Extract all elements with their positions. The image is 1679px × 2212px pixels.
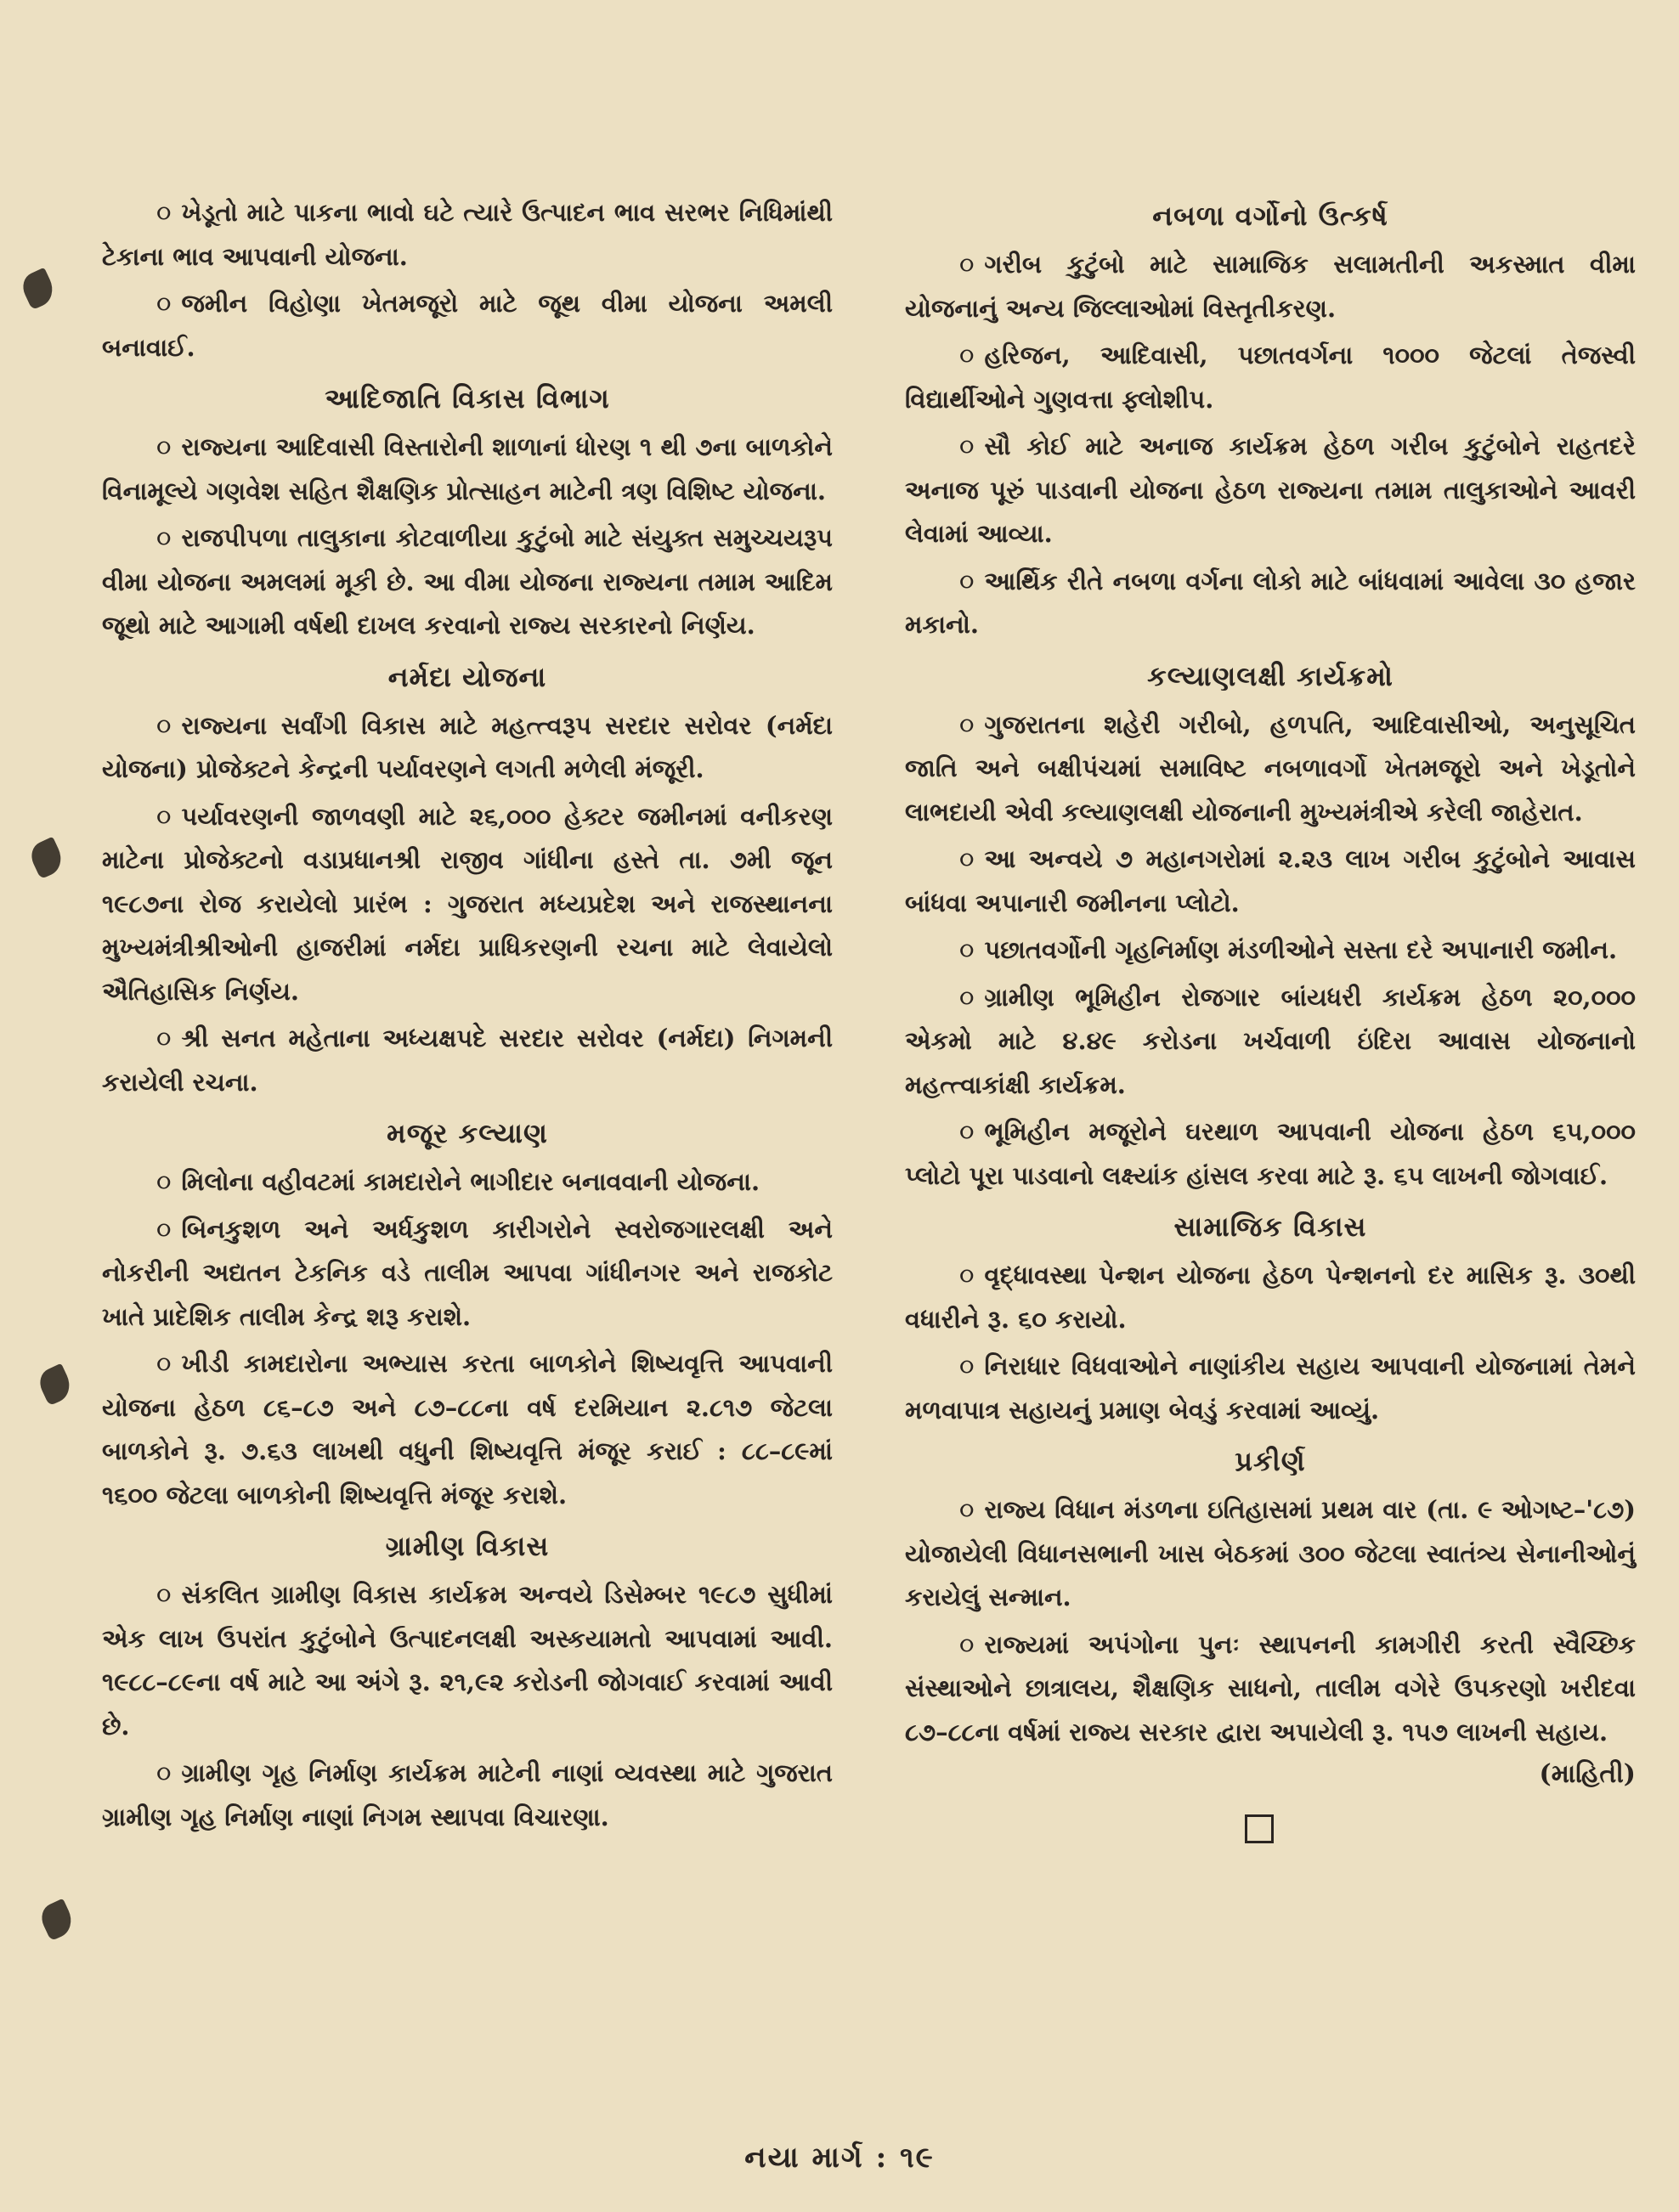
bullet-marker: ૦ bbox=[156, 710, 172, 740]
bullet-marker: ૦ bbox=[156, 1167, 172, 1196]
bullet-paragraph bbox=[905, 243, 1636, 330]
bullet-paragraph bbox=[905, 425, 1636, 556]
bullet-marker: ૦ bbox=[156, 289, 172, 318]
bullet-marker: ૦ bbox=[156, 1580, 172, 1609]
paragraph-text: નિરાધાર વિધવાઓને નાણાંકીય સહાય આપવાની યોજનામાં તેમને મળવાપાત્ર સહાયનું પ્રમાણ બેવડું કરવામાં આવ્યું. bbox=[905, 1351, 1636, 1425]
bullet-marker: ૦ bbox=[959, 1629, 975, 1659]
section-heading: નબળા વર્ગોનો ઉત્કર્ષ bbox=[1152, 200, 1388, 232]
paragraph-text: શ્રી સનત મહેતાના અધ્યક્ષપદે સરદાર સરોવર (નર્મદા) નિગમની કરાયેલી રચના. bbox=[102, 1024, 833, 1097]
bullet-marker: ૦ bbox=[156, 801, 172, 831]
bullet-paragraph bbox=[905, 560, 1636, 647]
left-column bbox=[102, 191, 833, 1842]
paragraph-text: સૌ કોઈ માટે અનાજ કાર્યક્રમ હેઠળ ગરીબ કુટુંબોને રાહતદરે અનાજ પૂરું પાડવાની યોજના હેઠળ રાજ્યના તમામ તાલુકાઓને આવરી લેવામાં આવ્યા. bbox=[905, 432, 1636, 548]
bullet-marker: ૦ bbox=[156, 1214, 172, 1244]
paragraph-text: ખેડૂતો માટે પાકના ભાવો ઘટે ત્યારે ઉત્પાદન ભાવ સરભર નિધિમાંથી ટેકાના ભાવ આપવાની યોજના. bbox=[102, 198, 833, 271]
bullet-marker: ૦ bbox=[959, 844, 975, 873]
bullet-marker: ૦ bbox=[959, 1261, 975, 1289]
section-heading: પ્રકીર્ણ bbox=[1235, 1445, 1306, 1477]
bullet-paragraph bbox=[102, 704, 833, 792]
paragraph-text: હરિજન, આદિવાસી, પછાતવર્ગના ૧૦૦૦ જેટલાં તેજસ્વી વિદ્યાર્થીઓને ગુણવત્તા ફ્લોશીપ. bbox=[905, 341, 1636, 414]
bullet-marker: ૦ bbox=[959, 1117, 975, 1146]
paragraph-text: ગ્રામીણ ભૂમિહીન રોજગાર બાંયધરી કાર્યક્રમ હેઠળ ૨૦,૦૦૦ એકમો માટે ૪.૪૯ કરોડના ખર્ચવાળી ઇંદિરા આવાસ યોજનાનો મહત્ત્વાકાંક્ષી કાર્યક્રમ. bbox=[905, 982, 1636, 1099]
bullet-paragraph bbox=[102, 1752, 833, 1839]
paragraph-text: રાજ્ય વિધાન મંડળના ઇતિહાસમાં પ્રથમ વાર (તા. ૯ ઓગષ્ટ–'૮૭) યોજાયેલી વિધાનસભાની ખાસ બેઠકમાં ૩૦૦ જેટલા સ્વાતંત્ર્ય સેનાનીઓનું કરાયેલું સન્માન. bbox=[905, 1495, 1636, 1611]
paragraph-text: પર્યાવરણની જાળવણી માટે ૨૬,૦૦૦ હેક્ટર જમીનમાં વનીકરણ માટેના પ્રોજેક્ટનો વડાપ્રધાનશ્રી રાજીવ ગાંધીના હસ્તે તા. ૭મી જૂન ૧૯૮૭ના રોજ કરાયેલો પ્રારંભ : ગુજરાત મધ્યપ્રદેશ અને રાજસ્થાનના મુખ્યમંત્રીશ્રીઓની હાજરીમાં નર્મદા પ્રાધિકરણની રચના માટે લેવાયેલો ઐતિહાસિક નિર્ણય. bbox=[102, 801, 833, 1006]
bullet-paragraph bbox=[102, 1208, 833, 1340]
bullet-marker: ૦ bbox=[959, 341, 975, 370]
bullet-paragraph bbox=[905, 1254, 1636, 1341]
bullet-paragraph bbox=[905, 1623, 1636, 1755]
section-heading: ગ્રામીણ વિકાસ bbox=[385, 1530, 550, 1562]
bullet-paragraph bbox=[102, 1017, 833, 1104]
bullet-paragraph bbox=[102, 1342, 833, 1517]
paragraph-text: ખીડી કામદારોના અભ્યાસ કરતા બાળકોને શિષ્યવૃત્તિ આપવાની યોજના હેઠળ ૮૬–૮૭ અને ૮૭–૮૮ના વર્ષ દરમિયાન ૨.૮૧૭ જેટલા બાળકોને રૂ. ૭.૬૩ લાખથી વધુની શિષ્યવૃત્તિ મંજૂર કરાઈ : ૮૮–૮૯માં ૧૬૦૦ જેટલા બાળકોની શિષ્યવૃત્તિ મંજૂર કરાશે. bbox=[102, 1349, 833, 1509]
bullet-paragraph bbox=[905, 334, 1636, 421]
paragraph-text: ગ્રામીણ ગૃહ નિર્માણ કાર્યક્રમ માટેની નાણાં વ્યવસ્થા માટે ગુજરાત ગ્રામીણ ગૃહ નિર્માણ નાણાં નિગમ સ્થાપવા વિચારણા. bbox=[102, 1758, 833, 1831]
page-damage-mark bbox=[26, 837, 67, 880]
paragraph-text: રાજ્યના સર્વાંગી વિકાસ માટે મહત્ત્વરૂપ સરદાર સરોવર (નર્મદા યોજના) પ્રોજેક્ટને કેન્દ્રની પર્યાવરણને લગતી મળેલી મંજૂરી. bbox=[102, 710, 833, 783]
bullet-paragraph bbox=[905, 703, 1636, 835]
right-column bbox=[905, 187, 1636, 1843]
bullet-paragraph bbox=[102, 191, 833, 279]
bullet-marker: ૦ bbox=[156, 432, 172, 461]
bullet-paragraph bbox=[102, 282, 833, 370]
paragraph-text: ગુજરાતના શહેરી ગરીબો, હળપતિ, આદિવાસીઓ, અનુસૂચિત જાતિ અને બક્ષીપંચમાં સમાવિષ્ટ નબળાવર્ગો ખેતમજૂરો અને ખેડૂતોને લાભદાયી એવી કલ્યાણલક્ષી યોજનાની મુખ્યમંત્રીએ કરેલી જાહેરાત. bbox=[905, 709, 1636, 827]
section-heading: મજૂર કલ્યાણ bbox=[387, 1117, 548, 1149]
paragraph-text: સંકલિત ગ્રામીણ વિકાસ કાર્યક્રમ અન્વયે ડિસેમ્બર ૧૯૮૭ સુધીમાં એક લાખ ઉપરાંત કુટુંબોને ઉત્પાદનલક્ષી અસ્કયામતો આપવામાં આવી. ૧૯૮૮–૮૯ના વર્ષ માટે આ અંગે રૂ. ૨૧,૯૨ કરોડની જોગવાઈ કરવામાં આવી છે. bbox=[102, 1580, 833, 1741]
paragraph-text: રાજ્યના આદિવાસી વિસ્તારોની શાળાનાં ધોરણ ૧ થી ૭ના બાળકોને વિનામૂલ્યે ગણવેશ સહિત શૈક્ષણિક પ્રોત્સાહન માટેની ત્રણ વિશિષ્ટ યોજના. bbox=[102, 432, 833, 505]
bullet-paragraph bbox=[102, 795, 833, 1014]
bullet-paragraph bbox=[102, 1573, 833, 1748]
paragraph-text: પછાતવર્ગોની ગૃહનિર્માણ મંડળીઓને સસ્તા દરે અપાનારી જમીન. bbox=[984, 935, 1618, 964]
paragraph-text: રાજપીપળા તાલુકાના કોટવાળીયા કુટુંબો માટે સંયુક્ત સમુચ્ચયરૂપ વીમા યોજના અમલમાં મૂકી છે. આ વીમા યોજના રાજ્યના તમામ આદિમ જૂથો માટે આગામી વર્ષથી દાખલ કરવાનો રાજ્ય સરકારનો નિર્ણય. bbox=[102, 523, 833, 640]
bullet-paragraph bbox=[102, 1160, 833, 1205]
bullet-paragraph bbox=[905, 976, 1636, 1108]
end-of-article-box-icon bbox=[1245, 1814, 1274, 1843]
bullet-paragraph bbox=[102, 516, 833, 648]
paragraph-text: ગરીબ કુટુંબો માટે સામાજિક સલામતીની અકસ્માત વીમા યોજનાનું અન્ય જિલ્લાઓમાં વિસ્તૃતીકરણ. bbox=[905, 250, 1636, 323]
paragraph-text: મિલોના વહીવટમાં કામદારોને ભાગીદાર બનાવવાની યોજના. bbox=[181, 1167, 760, 1196]
bullet-marker: ૦ bbox=[959, 1351, 975, 1380]
bullet-paragraph bbox=[905, 928, 1636, 973]
paragraph-text: વૃદ્ધાવસ્થા પેન્શન યોજના હેઠળ પેન્શનનો દર માસિક રૂ. ૩૦થી વધારીને રૂ. ૬૦ કરાયો. bbox=[905, 1261, 1636, 1334]
paragraph-text: રાજ્યમાં અપંગોના પુનઃ સ્થાપનની કામગીરી કરતી સ્વૈચ્છિક સંસ્થાઓને છાત્રાલય, શૈક્ષણિક સાધનો, તાલીમ વગેરે ઉપકરણો ખરીદવા ૮૭–૮૮ના વર્ષમાં રાજ્ય સરકાર દ્વારા અપાયેલી રૂ. ૧૫૭ લાખની સહાય. bbox=[905, 1629, 1636, 1746]
page-damage-mark bbox=[35, 1363, 76, 1407]
bullet-marker: ૦ bbox=[959, 1495, 975, 1524]
section-heading: કલ્યાણલક્ષી કાર્યક્રમો bbox=[1147, 659, 1394, 692]
source-credit: (માહિતી) bbox=[1539, 1759, 1636, 1789]
section-heading: સામાજિક વિકાસ bbox=[1173, 1210, 1367, 1243]
paragraph-text: આર્થિક રીતે નબળા વર્ગના લોકો માટે બાંધવામાં આવેલા ૩૦ હજાર મકાનો. bbox=[905, 566, 1636, 639]
bullet-paragraph bbox=[102, 426, 833, 513]
paragraph-text: ભૂમિહીન મજૂરોને ઘરથાળ આપવાની યોજના હેઠળ ૬૫,૦૦૦ પ્લોટો પૂરા પાડવાનો લક્ષ્યાંક હાંસલ કરવા માટે રૂ. ૬૫ લાખની જોગવાઈ. bbox=[905, 1117, 1636, 1190]
bullet-marker: ૦ bbox=[959, 432, 975, 460]
bullet-marker: ૦ bbox=[959, 935, 975, 964]
bullet-marker: ૦ bbox=[156, 1758, 172, 1787]
bullet-marker: ૦ bbox=[959, 709, 975, 739]
bullet-marker: ૦ bbox=[156, 1349, 172, 1378]
bullet-paragraph bbox=[905, 1345, 1636, 1432]
bullet-marker: ૦ bbox=[156, 523, 172, 552]
bullet-paragraph bbox=[905, 838, 1636, 925]
paragraph-text: આ અન્વયે ૭ મહાનગરોમાં ૨.૨૩ લાખ ગરીબ કુટુંબોને આવાસ બાંધવા અપાનારી જમીનના પ્લોટો. bbox=[905, 844, 1636, 917]
page-damage-mark bbox=[37, 1899, 77, 1942]
bullet-marker: ૦ bbox=[959, 982, 975, 1012]
paragraph-text: જમીન વિહોણા ખેતમજૂરો માટે જૂથ વીમા યોજના અમલી બનાવાઈ. bbox=[102, 289, 833, 362]
bullet-paragraph bbox=[905, 1110, 1636, 1198]
bullet-marker: ૦ bbox=[156, 198, 172, 227]
paragraph-text: બિનકુશળ અને અર્ધકુશળ કારીગરોને સ્વરોજગારલક્ષી અને નોકરીની અદ્યતન ટેકનિક વડે તાલીમ આપવા ગાંધીનગર અને રાજકોટ ખાતે પ્રાદેશિક તાલીમ કેન્દ્ર શરૂ કરાશે. bbox=[102, 1214, 833, 1331]
page-damage-mark bbox=[18, 268, 59, 311]
bullet-paragraph bbox=[905, 1488, 1636, 1620]
section-heading: આદિજાતિ વિકાસ વિભાગ bbox=[325, 382, 610, 415]
section-heading: નર્મદા યોજના bbox=[387, 660, 547, 693]
bullet-marker: ૦ bbox=[959, 250, 975, 279]
page-footer: નયા માર્ગ : ૧૯ bbox=[744, 2141, 935, 2175]
bullet-marker: ૦ bbox=[156, 1024, 172, 1052]
bullet-marker: ૦ bbox=[959, 566, 975, 595]
